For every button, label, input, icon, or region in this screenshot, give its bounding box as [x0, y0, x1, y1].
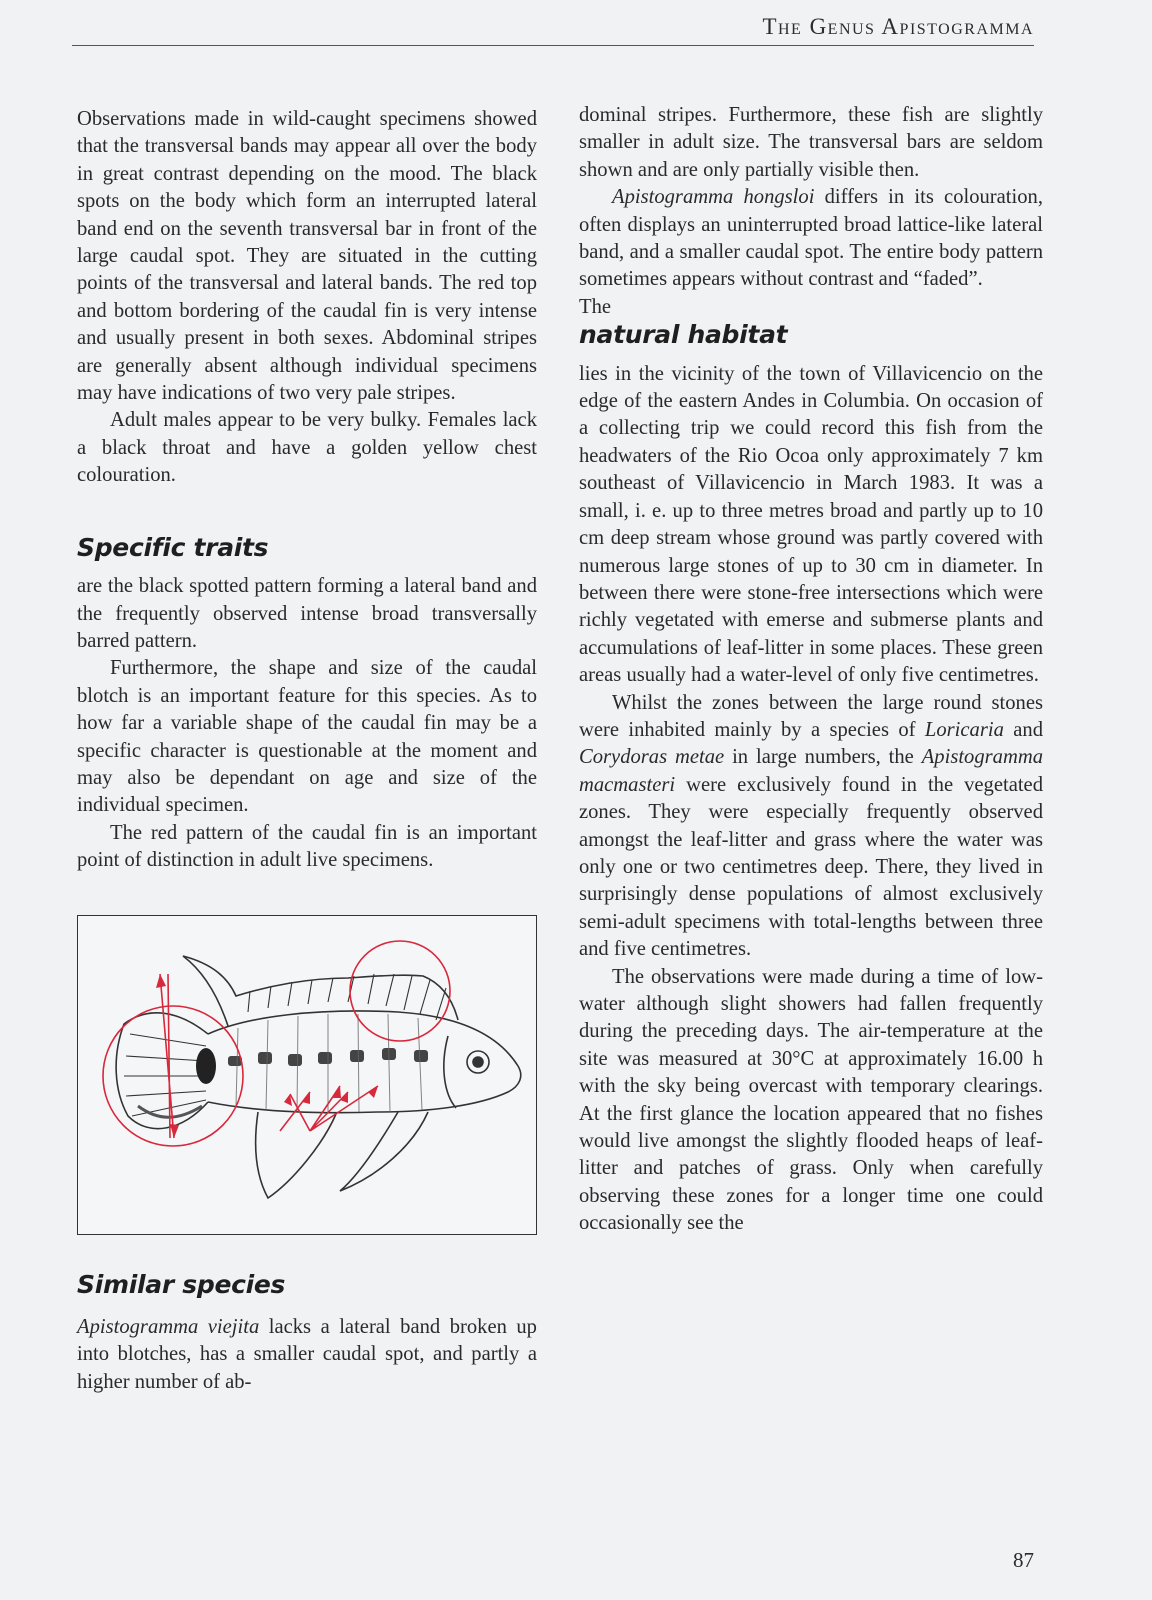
paragraph: dominal stripes. Furthermore, these fish are slightly smaller in adult size. The transversal bars are seldom shown and are only partially visible then. — [579, 104, 1043, 181]
left-column — [77, 106, 537, 1396]
species-name: Apistogramma viejita — [77, 1315, 260, 1338]
paragraph-text: Whilst the zones between the large round stones were inhabited mainly by a species of — [579, 691, 1043, 741]
paragraph: Furthermore, the shape and size of the caudal blotch is an important feature for this species. As to how far a variable shape of the caudal fin may be a specific character is questionable at the moment and may also be dependant on age and size of the individual specimen. — [77, 657, 537, 817]
heading-natural-habitat: natural habitat — [579, 320, 788, 350]
paragraph-text: and — [1003, 718, 1043, 741]
anal-fin — [256, 1112, 336, 1198]
header-rule — [72, 45, 1034, 46]
paragraph-text: were exclusively found in the vegetated zones. They were especially frequently observed amongst the leaf-litter and grass where the water was only one or two centimetres deep. There, they lived in surprisingly dense populations of almost exclusively semi-adult specimens with total-lengths between three and five centimetres. — [579, 773, 1043, 961]
paragraph: The red pattern of the caudal fin is an important point of distinction in adult live specimens. — [77, 821, 537, 872]
fish-drawing — [78, 916, 536, 1234]
species-name: Apistogramma macmasteri — [579, 746, 1043, 796]
paragraph-text: lacks a lateral band broken up into blotches, has a smaller caudal spot, and partly a higher number of ab- — [77, 1315, 537, 1393]
paragraph: The observations were made during a time of low-water although slight showers had fallen frequently during the preceding days. The air-temperature at the site was measured at 30°C at approximately 16.00 h with the sky being overcast with temporary clearings. At the first glance the location appeared that no fishes would live amongst the slightly flooded heaps of leaf-litter and patches of grass. Only when carefully observing these zones for a longer time one could occasionally see the — [579, 965, 1043, 1235]
species-name: Apistogramma hongsloi — [612, 186, 815, 209]
paragraph — [579, 690, 1043, 964]
fish-illustration — [77, 915, 537, 1235]
annotation-circle-dorsal — [350, 941, 450, 1041]
species-name: Corydoras metae — [579, 746, 725, 769]
paragraph-text: in large numbers, the — [724, 746, 922, 769]
lead-in-word: The — [579, 295, 612, 318]
heading-specific-traits: Specific traits — [77, 532, 269, 562]
page-number: 87 — [1013, 1548, 1034, 1572]
paragraph: lies in the vicinity of the town of Villavicencio on the edge of the eastern Andes in Columbia. On occasion of a collecting trip we could record this fish from the headwaters of the Rio Ocoa only approximately 7 km southeast of Villavicencio in March 1983. It was a small, i. e. up to three metres broad and partly up to 10 cm deep stream whose ground was partly covered with numerous large stones of up to 30 cm in diameter. In between there were stone-free intersections which were richly vegetated with emerse and submerse plants and accumulations of leaf-litter in some places. These green areas usually had a water-level of only five centimetres. — [579, 362, 1043, 687]
pelvic-fin — [340, 1112, 428, 1191]
paragraph: Observations made in wild-caught specimens showed that the transversal bands may appear all over the body in great contrast depending on the mood. The black spots on the body which form an interrupted lateral band end on the seventh transversal bar in front of the large caudal spot. They are situated in the cutting points of the transversal and lateral bands. The red top and bottom bordering of the caudal fin is very intense and usually present in both sexes. Abdominal stripes are generally absent although individual specimens may have indications of two very pale stripes. — [77, 108, 537, 405]
heading-similar-species: Similar species — [77, 1269, 286, 1299]
paragraph — [77, 1314, 537, 1396]
dorsal-fin — [183, 956, 458, 1026]
paragraph: are the black spotted pattern forming a lateral band and the frequently observed intense broad transversally barred pattern. — [77, 575, 537, 652]
paragraph — [579, 184, 1043, 294]
species-name: Loricaria — [924, 718, 1004, 741]
paragraph-text: differs in its colouration, often displays an uninterrupted broad lattice-like lateral band, and a smaller caudal spot. The entire body pattern sometimes appears without contrast and “faded”. — [579, 186, 1043, 291]
running-head: The Genus Apistogramma — [762, 14, 1034, 39]
caudal-spot — [196, 1048, 216, 1084]
paragraph: Adult males appear to be very bulky. Females lack a black throat and have a golden yellow chest colouration. — [77, 409, 537, 487]
right-column — [579, 102, 1043, 1238]
